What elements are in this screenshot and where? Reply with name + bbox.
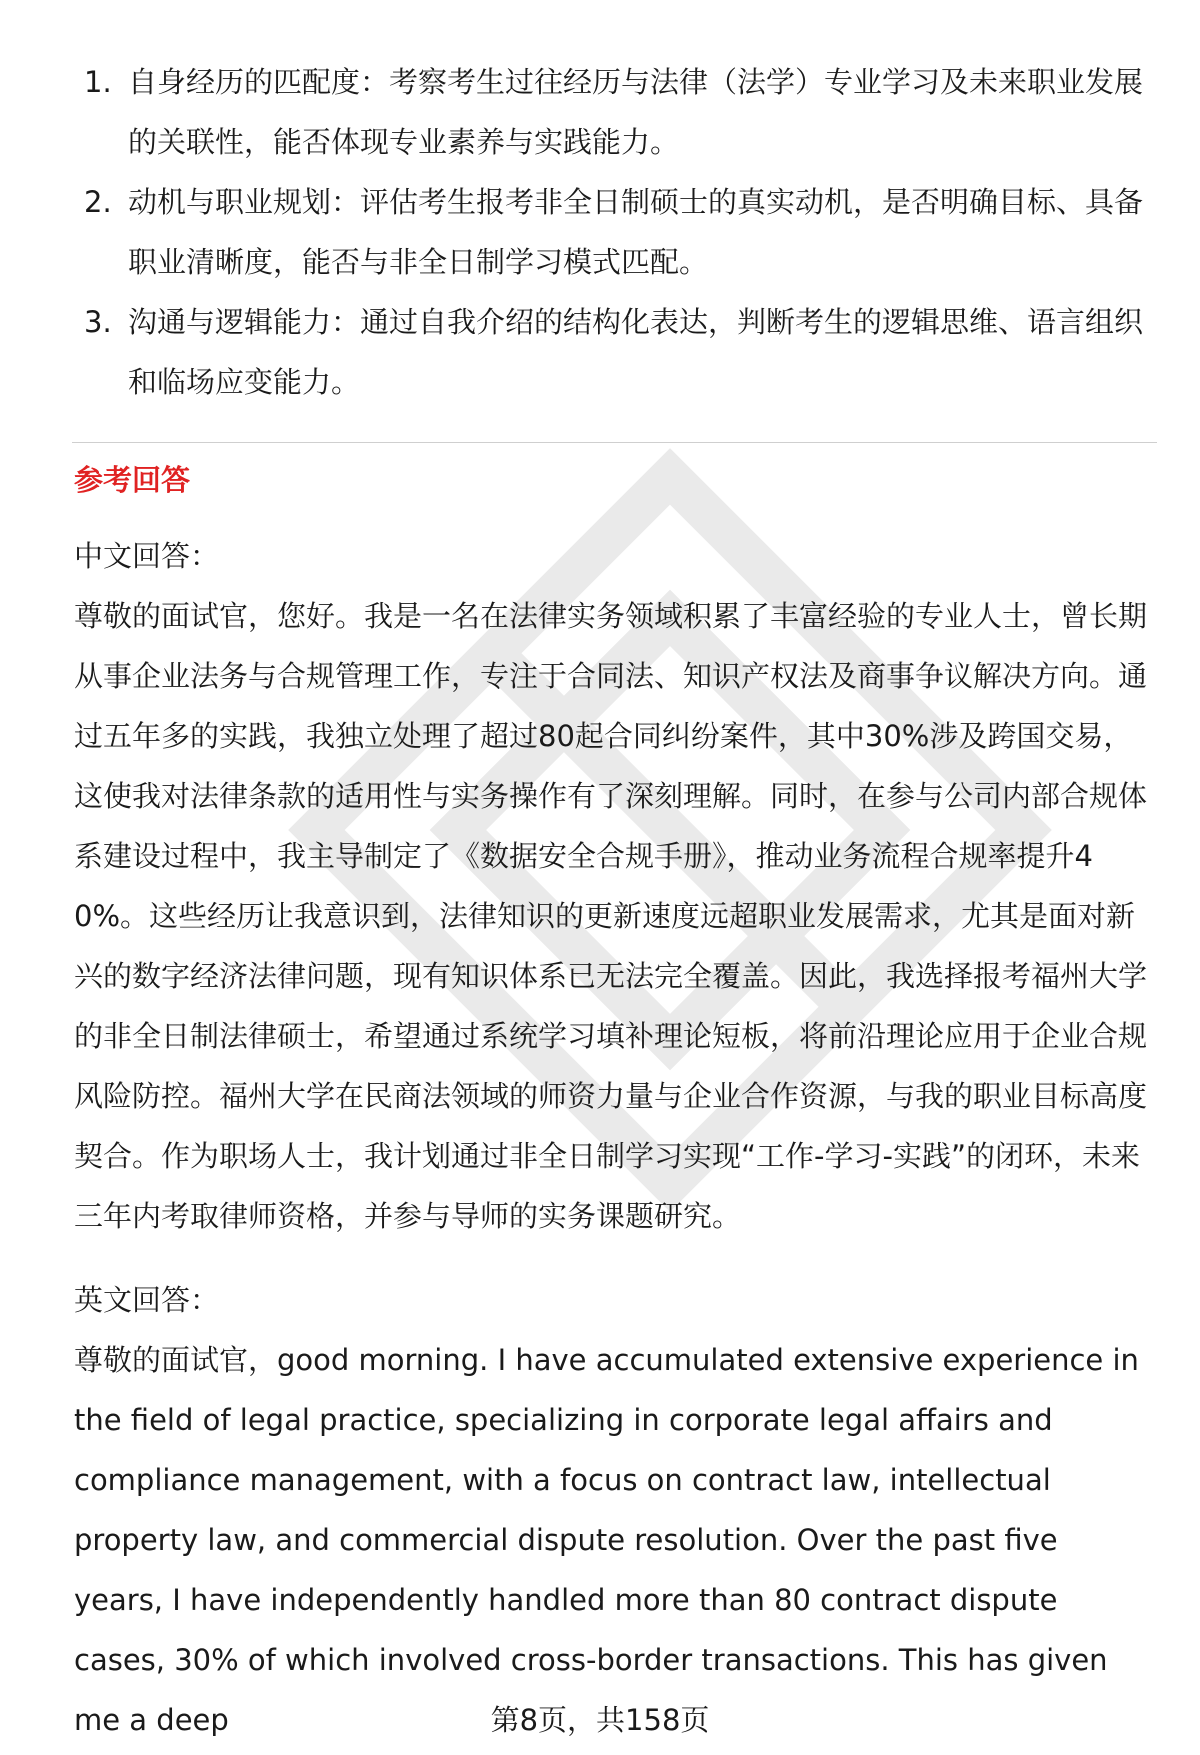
reference-answer-heading: 参考回答: [74, 463, 191, 497]
criteria-item: [72, 52, 1152, 172]
criteria-item: [72, 172, 1152, 292]
evaluation-criteria-list: [72, 52, 1152, 412]
criteria-text: 动机与职业规划：评估考生报考非全日制硕士的真实动机，是否明确目标、具备职业清晰度，能否与非全日制学习模式匹配。: [128, 185, 1144, 279]
criteria-number: 1.: [84, 65, 112, 99]
english-answer-label: 英文回答：: [74, 1283, 220, 1317]
criteria-text: 自身经历的匹配度：考察考生过往经历与法律（法学）专业学习及未来职业发展的关联性，能否体现专业素养与实践能力。: [128, 65, 1144, 159]
chinese-answer-label: 中文回答：: [74, 539, 220, 573]
chinese-answer-text: 尊敬的面试官，您好。我是一名在法律实务领域积累了丰富经验的专业人士，曾长期从事企业法务与合规管理工作，专注于合同法、知识产权法及商事争议解决方向。通过五年多的实践，我独立处理了超过80起合同纠纷案件，其中30%涉及跨国交易，这使我对法律条款的适用性与实务操作有了深刻理解。同时，在参与公司内部合规体系建设过程中，我主导制定了《数据安全合规手册》，推动业务流程合规率提升40%。这些经历让我意识到，法律知识的更新速度远超职业发展需求，尤其是面对新兴的数字经济法律问题，现有知识体系已无法完全覆盖。因此，我选择报考福州大学的非全日制法律硕士，希望通过系统学习填补理论短板，将前沿理论应用于企业合规风险防控。福州大学在民商法领域的师资力量与企业合作资源，与我的职业目标高度契合。作为职场人士，我计划通过非全日制学习实现“工作-学习-实践”的闭环，未来三年内考取律师资格，并参与导师的实务课题研究。: [74, 599, 1148, 1233]
english-answer-text: 尊敬的面试官，good morning. I have accumulated extensive experience in the field of legal practice, specializing in corporate legal affairs and compliance management, with a focus on contract law, intellectual property law, and commercial dispute resolution. Over the past five years, I have independently handled more than 80 contract dispute cases, 30% of which involved cross-border transactions. This has given me a deep: [74, 1343, 1139, 1737]
page-number-footer: 第8页，共158页: [490, 1703, 710, 1737]
criteria-text: 沟通与逻辑能力：通过自我介绍的结构化表达，判断考生的逻辑思维、语言组织和临场应变能力。: [128, 305, 1144, 399]
criteria-number: 2.: [84, 185, 112, 219]
criteria-number: 3.: [84, 305, 112, 339]
criteria-item: [72, 292, 1152, 412]
section-divider: [72, 442, 1157, 443]
